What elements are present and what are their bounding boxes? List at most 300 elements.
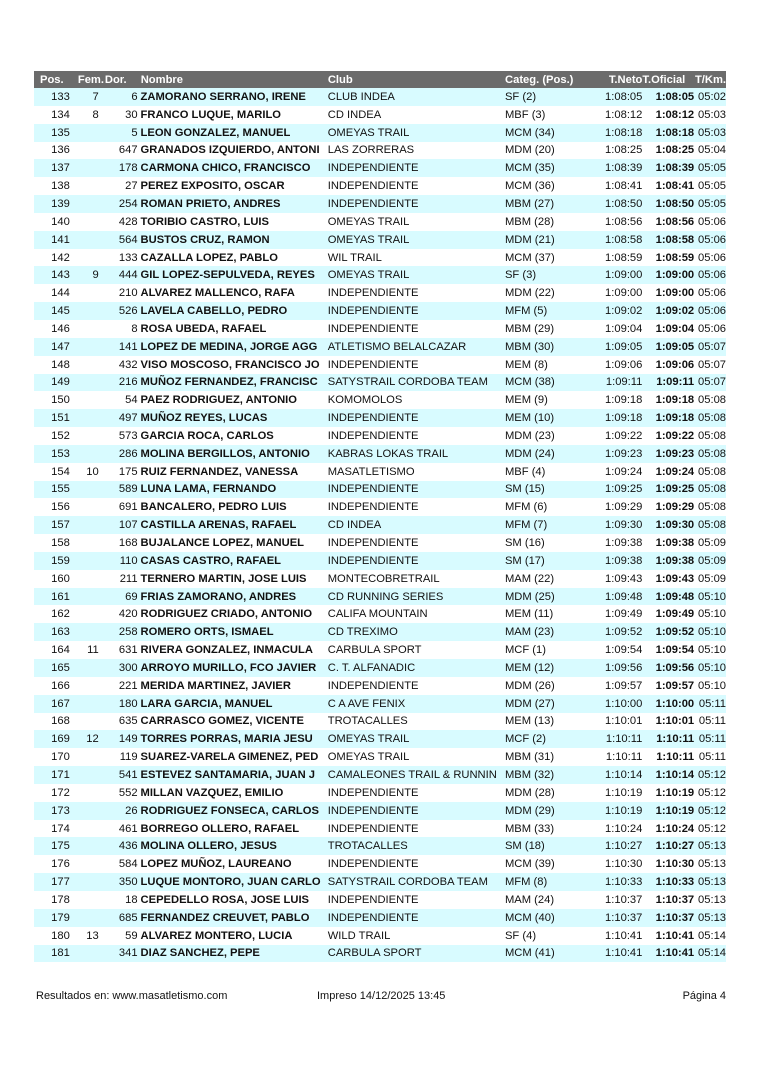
cell-neto: 1:08:59 xyxy=(605,251,643,264)
cell-dor: 119 xyxy=(119,751,138,764)
table-row xyxy=(34,909,726,927)
cell-oficial: 1:08:05 xyxy=(655,90,695,103)
cell-club: CD INDEA xyxy=(327,108,382,121)
results-table xyxy=(34,71,726,962)
table-row xyxy=(34,266,726,284)
cell-dor: 168 xyxy=(118,537,138,550)
cell-name: TORRES PORRAS, MARIA JESU xyxy=(140,733,313,746)
cell-dor: 589 xyxy=(118,483,138,496)
cell-pace: 05:06 xyxy=(698,251,727,264)
col-name-header: Nombre xyxy=(140,73,183,86)
cell-club: CAMALEONES TRAIL & RUNNIN xyxy=(327,768,497,781)
cell-oficial: 1:09:54 xyxy=(655,644,695,657)
table-row xyxy=(34,320,726,338)
cell-oficial: 1:09:49 xyxy=(655,608,695,621)
cell-club: CLUB INDEA xyxy=(327,90,395,103)
cell-name: ROSA UBEDA, RAFAEL xyxy=(140,322,267,335)
cell-pos: 144 xyxy=(51,287,70,300)
cell-club: CD RUNNING SERIES xyxy=(327,590,444,603)
cell-pos: 167 xyxy=(51,697,70,710)
cell-neto: 1:09:00 xyxy=(605,269,643,282)
cell-category: MBM (28) xyxy=(504,215,555,228)
cell-pace: 05:05 xyxy=(698,162,727,175)
cell-oficial: 1:09:38 xyxy=(655,554,695,567)
table-row xyxy=(34,106,726,124)
cell-category: SF (3) xyxy=(504,269,537,282)
cell-oficial: 1:09:24 xyxy=(655,465,695,478)
cell-club: WILD TRAIL xyxy=(327,929,391,942)
cell-dor: 54 xyxy=(125,394,138,407)
cell-club: INDEPENDIENTE xyxy=(327,287,419,300)
cell-category: MBM (27) xyxy=(504,197,555,210)
cell-oficial: 1:09:48 xyxy=(655,590,695,603)
cell-neto: 1:09:18 xyxy=(605,412,643,425)
cell-club: WIL TRAIL xyxy=(327,251,382,264)
cell-category: MCF (2) xyxy=(504,733,546,746)
cell-neto: 1:09:02 xyxy=(605,305,643,318)
cell-pos: 181 xyxy=(51,947,70,960)
cell-club: MONTECOBRETRAIL xyxy=(327,572,440,585)
footer-page-number: Página 4 xyxy=(682,990,726,1002)
cell-oficial: 1:10:41 xyxy=(655,929,695,942)
cell-pace: 05:04 xyxy=(698,144,727,157)
cell-pos: 173 xyxy=(51,804,70,817)
cell-name: CEPEDELLO ROSA, JOSE LUIS xyxy=(140,893,310,906)
cell-dor: 69 xyxy=(125,590,138,603)
cell-oficial: 1:10:37 xyxy=(655,911,695,924)
cell-dor: 27 xyxy=(125,180,138,193)
table-row xyxy=(34,374,726,392)
cell-club: KABRAS LOKAS TRAIL xyxy=(327,447,449,460)
cell-neto: 1:09:43 xyxy=(605,572,643,585)
cell-pos: 158 xyxy=(51,537,70,550)
table-body xyxy=(34,88,726,962)
cell-oficial: 1:08:39 xyxy=(655,162,695,175)
cell-neto: 1:10:00 xyxy=(605,697,643,710)
cell-oficial: 1:08:59 xyxy=(655,251,695,264)
cell-dor: 133 xyxy=(118,251,138,264)
cell-neto: 1:09:54 xyxy=(605,644,643,657)
cell-category: MBM (32) xyxy=(504,768,555,781)
cell-club: INDEPENDIENTE xyxy=(327,911,419,924)
footer-results-link: Resultados en: www.masatletismo.com xyxy=(36,990,228,1002)
cell-category: MEM (9) xyxy=(504,394,548,407)
cell-name: FRIAS ZAMORANO, ANDRES xyxy=(140,590,297,603)
cell-dor: 461 xyxy=(118,822,138,835)
cell-pace: 05:06 xyxy=(698,305,727,318)
cell-pace: 05:06 xyxy=(698,215,727,228)
cell-dor: 107 xyxy=(118,519,138,532)
cell-neto: 1:09:00 xyxy=(605,287,643,300)
cell-oficial: 1:09:43 xyxy=(655,572,695,585)
cell-name: ALVAREZ MONTERO, LUCIA xyxy=(140,929,293,942)
cell-category: MDM (20) xyxy=(504,144,555,157)
cell-pos: 170 xyxy=(51,751,70,764)
cell-neto: 1:08:56 xyxy=(605,215,643,228)
cell-dor: 526 xyxy=(118,305,138,318)
cell-oficial: 1:08:50 xyxy=(655,197,695,210)
cell-club: INDEPENDIENTE xyxy=(327,786,419,799)
table-row xyxy=(34,463,726,481)
cell-pos: 133 xyxy=(51,90,70,103)
cell-dor: 211 xyxy=(119,572,138,585)
cell-pace: 05:12 xyxy=(698,804,727,817)
col-oficial-header: T.Oficial xyxy=(642,73,686,86)
cell-pos: 136 xyxy=(51,144,70,157)
cell-name: MERIDA MARTINEZ, JAVIER xyxy=(140,679,291,692)
cell-pace: 05:09 xyxy=(698,554,727,567)
cell-category: MCM (35) xyxy=(504,162,555,175)
cell-dor: 444 xyxy=(118,269,138,282)
cell-oficial: 1:09:02 xyxy=(655,305,695,318)
cell-dor: 175 xyxy=(118,465,138,478)
cell-pace: 05:12 xyxy=(698,768,727,781)
cell-dor: 178 xyxy=(118,162,138,175)
cell-oficial: 1:10:11 xyxy=(656,733,695,746)
cell-pos: 180 xyxy=(51,929,70,942)
table-row xyxy=(34,356,726,374)
cell-name: PEREZ EXPOSITO, OSCAR xyxy=(140,180,285,193)
cell-pace: 05:08 xyxy=(698,483,727,496)
cell-oficial: 1:09:06 xyxy=(655,358,695,371)
table-row xyxy=(34,641,726,659)
table-row xyxy=(34,730,726,748)
cell-pos: 166 xyxy=(51,679,70,692)
cell-pace: 05:10 xyxy=(698,626,727,639)
cell-pace: 05:13 xyxy=(698,858,727,871)
cell-neto: 1:09:38 xyxy=(605,554,643,567)
cell-dor: 210 xyxy=(118,287,138,300)
cell-club: TROTACALLES xyxy=(327,840,408,853)
cell-neto: 1:10:11 xyxy=(605,733,643,746)
cell-oficial: 1:10:30 xyxy=(655,858,695,871)
cell-oficial: 1:10:41 xyxy=(655,947,695,960)
cell-category: SF (4) xyxy=(504,929,537,942)
cell-oficial: 1:09:23 xyxy=(655,447,695,460)
cell-neto: 1:09:22 xyxy=(605,429,643,442)
cell-pace: 05:10 xyxy=(698,608,727,621)
cell-pos: 156 xyxy=(51,501,70,514)
table-row xyxy=(34,427,726,445)
cell-pace: 05:06 xyxy=(698,269,727,282)
cell-category: SM (16) xyxy=(504,537,545,550)
cell-name: MOLINA OLLERO, JESUS xyxy=(140,840,277,853)
cell-pace: 05:08 xyxy=(698,412,727,425)
cell-dor: 631 xyxy=(118,644,138,657)
cell-oficial: 1:10:19 xyxy=(655,804,695,817)
cell-neto: 1:09:49 xyxy=(605,608,643,621)
cell-neto: 1:10:33 xyxy=(605,876,643,889)
table-row xyxy=(34,159,726,177)
cell-dor: 552 xyxy=(118,786,138,799)
cell-pace: 05:09 xyxy=(698,572,727,585)
cell-oficial: 1:08:12 xyxy=(655,108,695,121)
cell-club: OMEYAS TRAIL xyxy=(327,126,410,139)
cell-name: ALVAREZ MALLENCO, RAFA xyxy=(140,287,295,300)
cell-category: MBM (31) xyxy=(504,751,555,764)
cell-pace: 05:07 xyxy=(698,376,727,389)
cell-dor: 26 xyxy=(125,804,138,817)
cell-club: CALIFA MOUNTAIN xyxy=(327,608,428,621)
table-row xyxy=(34,498,726,516)
cell-pace: 05:13 xyxy=(698,840,727,853)
cell-fem: 9 xyxy=(92,269,99,282)
cell-pace: 05:10 xyxy=(698,644,727,657)
cell-club: MASATLETISMO xyxy=(327,465,415,478)
cell-pos: 149 xyxy=(51,376,70,389)
cell-name: CASAS CASTRO, RAFAEL xyxy=(140,554,282,567)
cell-oficial: 1:10:24 xyxy=(655,822,695,835)
cell-category: MDM (23) xyxy=(504,429,555,442)
cell-name: TERNERO MARTIN, JOSE LUIS xyxy=(140,572,307,585)
cell-name: DIAZ SANCHEZ, PEPE xyxy=(140,947,260,960)
cell-name: RUIZ FERNANDEZ, VANESSA xyxy=(140,465,299,478)
cell-neto: 1:08:58 xyxy=(605,233,643,246)
cell-name: MUÑOZ REYES, LUCAS xyxy=(140,412,268,425)
cell-name: CAZALLA LOPEZ, PABLO xyxy=(140,251,278,264)
cell-fem: 13 xyxy=(86,929,99,942)
cell-name: CARRASCO GOMEZ, VICENTE xyxy=(140,715,305,728)
cell-name: TORIBIO CASTRO, LUIS xyxy=(140,215,270,228)
cell-oficial: 1:09:18 xyxy=(655,394,695,407)
cell-neto: 1:10:24 xyxy=(605,822,643,835)
cell-club: INDEPENDIENTE xyxy=(327,305,419,318)
table-row xyxy=(34,677,726,695)
table-row xyxy=(34,391,726,409)
cell-name: PAEZ RODRIGUEZ, ANTONIO xyxy=(140,394,297,407)
cell-dor: 5 xyxy=(131,126,138,139)
cell-name: MOLINA BERGILLOS, ANTONIO xyxy=(140,447,310,460)
cell-category: MBF (3) xyxy=(504,108,546,121)
col-tkm-header: T/Km. xyxy=(694,73,727,86)
cell-category: MCM (39) xyxy=(504,858,555,871)
cell-neto: 1:09:24 xyxy=(605,465,643,478)
table-row xyxy=(34,481,726,499)
cell-oficial: 1:10:00 xyxy=(655,697,695,710)
cell-dor: 573 xyxy=(118,429,138,442)
cell-pace: 05:09 xyxy=(698,537,727,550)
cell-pace: 05:10 xyxy=(698,679,727,692)
cell-category: MCM (40) xyxy=(504,911,555,924)
cell-club: CARBULA SPORT xyxy=(327,644,422,657)
cell-pos: 138 xyxy=(51,180,70,193)
cell-club: INDEPENDIENTE xyxy=(327,537,419,550)
cell-name: LEON GONZALEZ, MANUEL xyxy=(140,126,291,139)
cell-pace: 05:08 xyxy=(698,519,727,532)
cell-club: INDEPENDIENTE xyxy=(327,162,419,175)
cell-dor: 141 xyxy=(118,340,138,353)
cell-club: OMEYAS TRAIL xyxy=(327,733,410,746)
cell-pos: 175 xyxy=(51,840,70,853)
cell-category: MEM (10) xyxy=(504,412,555,425)
cell-neto: 1:08:50 xyxy=(605,197,643,210)
cell-dor: 258 xyxy=(118,626,138,639)
col-cat-header: Categ. (Pos.) xyxy=(505,73,574,86)
cell-name: LAVELA CABELLO, PEDRO xyxy=(140,305,288,318)
cell-pos: 140 xyxy=(51,215,70,228)
cell-dor: 59 xyxy=(125,929,138,942)
cell-category: MCM (36) xyxy=(504,180,555,193)
cell-oficial: 1:10:14 xyxy=(655,768,695,781)
cell-neto: 1:10:30 xyxy=(605,858,643,871)
cell-pace: 05:11 xyxy=(698,733,727,746)
cell-oficial: 1:10:11 xyxy=(656,751,695,764)
cell-name: MILLAN VAZQUEZ, EMILIO xyxy=(140,786,284,799)
table-row xyxy=(34,570,726,588)
table-row xyxy=(34,659,726,677)
cell-club: TROTACALLES xyxy=(327,715,408,728)
cell-club: CARBULA SPORT xyxy=(327,947,422,960)
cell-category: MCM (34) xyxy=(504,126,555,139)
cell-oficial: 1:09:56 xyxy=(655,661,695,674)
cell-club: SATYSTRAIL CORDOBA TEAM xyxy=(327,876,488,889)
cell-club: INDEPENDIENTE xyxy=(327,554,419,567)
cell-pace: 05:12 xyxy=(698,822,727,835)
cell-name: ESTEVEZ SANTAMARIA, JUAN J xyxy=(140,768,316,781)
table-row xyxy=(34,623,726,641)
cell-pos: 159 xyxy=(51,554,70,567)
cell-fem: 11 xyxy=(87,644,99,657)
cell-oficial: 1:09:00 xyxy=(655,287,695,300)
cell-pos: 172 xyxy=(51,786,70,799)
cell-pace: 05:10 xyxy=(698,590,727,603)
cell-club: INDEPENDIENTE xyxy=(327,893,419,906)
cell-oficial: 1:09:52 xyxy=(655,626,695,639)
cell-pos: 146 xyxy=(51,322,70,335)
cell-name: BUSTOS CRUZ, RAMON xyxy=(140,233,270,246)
cell-oficial: 1:10:19 xyxy=(655,786,695,799)
cell-pos: 139 xyxy=(51,197,70,210)
cell-pos: 161 xyxy=(51,590,70,603)
cell-dor: 254 xyxy=(118,197,138,210)
cell-oficial: 1:08:18 xyxy=(655,126,695,139)
table-row xyxy=(34,552,726,570)
cell-club: C A AVE FENIX xyxy=(327,697,406,710)
cell-pos: 179 xyxy=(51,911,70,924)
cell-category: MDM (28) xyxy=(504,786,555,799)
cell-club: INDEPENDIENTE xyxy=(327,429,419,442)
table-row xyxy=(34,142,726,160)
cell-name: CARMONA CHICO, FRANCISCO xyxy=(140,162,311,175)
cell-neto: 1:09:48 xyxy=(605,590,643,603)
cell-name: GIL LOPEZ-SEPULVEDA, REYES xyxy=(140,269,315,282)
cell-pace: 05:11 xyxy=(698,751,727,764)
cell-pos: 165 xyxy=(51,661,70,674)
cell-dor: 436 xyxy=(118,840,138,853)
cell-club: INDEPENDIENTE xyxy=(327,412,419,425)
cell-category: MAM (24) xyxy=(504,893,555,906)
cell-dor: 6 xyxy=(131,90,138,103)
table-row xyxy=(34,766,726,784)
cell-pos: 147 xyxy=(51,340,70,353)
cell-category: MCF (1) xyxy=(504,644,546,657)
cell-name: BANCALERO, PEDRO LUIS xyxy=(140,501,287,514)
cell-club: OMEYAS TRAIL xyxy=(327,233,410,246)
cell-neto: 1:09:57 xyxy=(605,679,643,692)
cell-dor: 350 xyxy=(118,876,138,889)
cell-dor: 420 xyxy=(118,608,138,621)
cell-pos: 176 xyxy=(51,858,70,871)
cell-dor: 341 xyxy=(118,947,138,960)
cell-category: MFM (6) xyxy=(504,501,548,514)
table-row xyxy=(34,88,726,106)
cell-club: INDEPENDIENTE xyxy=(327,679,419,692)
cell-name: SUAREZ-VARELA GIMENEZ, PED xyxy=(140,751,319,764)
cell-category: MAM (23) xyxy=(504,626,555,639)
cell-dor: 30 xyxy=(125,108,138,121)
cell-fem: 10 xyxy=(86,465,99,478)
cell-pos: 141 xyxy=(51,233,70,246)
cell-dor: 216 xyxy=(118,376,138,389)
cell-category: MEM (11) xyxy=(504,608,554,621)
cell-pace: 05:11 xyxy=(698,715,727,728)
cell-pos: 137 xyxy=(51,162,70,175)
cell-category: MDM (21) xyxy=(504,233,555,246)
cell-pos: 174 xyxy=(51,822,70,835)
cell-pace: 05:08 xyxy=(698,447,727,460)
table-row xyxy=(34,588,726,606)
cell-category: MDM (25) xyxy=(504,590,555,603)
cell-dor: 110 xyxy=(119,554,138,567)
cell-neto: 1:10:01 xyxy=(605,715,643,728)
cell-pos: 168 xyxy=(51,715,70,728)
cell-pace: 05:08 xyxy=(698,465,727,478)
cell-category: MCM (37) xyxy=(504,251,555,264)
cell-category: MFM (8) xyxy=(504,876,548,889)
cell-dor: 647 xyxy=(118,144,138,157)
table-row xyxy=(34,177,726,195)
cell-pos: 151 xyxy=(51,412,70,425)
cell-category: SM (17) xyxy=(504,554,545,567)
cell-oficial: 1:08:25 xyxy=(655,144,695,157)
table-row xyxy=(34,445,726,463)
table-row xyxy=(34,837,726,855)
cell-neto: 1:10:41 xyxy=(605,947,643,960)
table-row xyxy=(34,713,726,731)
col-neto-header: T.Neto xyxy=(608,73,643,86)
cell-category: MEM (13) xyxy=(504,715,555,728)
cell-neto: 1:08:05 xyxy=(605,90,643,103)
cell-oficial: 1:09:11 xyxy=(656,376,695,389)
cell-pace: 05:13 xyxy=(698,876,727,889)
cell-club: INDEPENDIENTE xyxy=(327,180,419,193)
cell-pace: 05:06 xyxy=(698,322,727,335)
cell-pace: 05:06 xyxy=(698,287,727,300)
table-row xyxy=(34,695,726,713)
cell-oficial: 1:09:38 xyxy=(655,537,695,550)
cell-pace: 05:05 xyxy=(698,197,727,210)
table-row xyxy=(34,873,726,891)
cell-dor: 432 xyxy=(118,358,138,371)
cell-pos: 164 xyxy=(51,644,70,657)
cell-pace: 05:08 xyxy=(698,429,727,442)
cell-neto: 1:09:23 xyxy=(605,447,643,460)
cell-name: RODRIGUEZ CRIADO, ANTONIO xyxy=(140,608,313,621)
cell-pos: 178 xyxy=(51,893,70,906)
footer-printed-date: Impreso 14/12/2025 13:45 xyxy=(317,990,446,1002)
cell-oficial: 1:10:01 xyxy=(655,715,695,728)
cell-name: FRANCO LUQUE, MARILO xyxy=(140,108,282,121)
cell-neto: 1:09:04 xyxy=(605,322,643,335)
cell-club: INDEPENDIENTE xyxy=(327,483,419,496)
cell-neto: 1:08:12 xyxy=(605,108,643,121)
cell-neto: 1:09:06 xyxy=(605,358,643,371)
cell-club: INDEPENDIENTE xyxy=(327,858,419,871)
cell-category: MBF (4) xyxy=(504,465,546,478)
cell-category: MEM (8) xyxy=(504,358,548,371)
cell-club: C. T. ALFANADIC xyxy=(327,661,416,674)
cell-name: GRANADOS IZQUIERDO, ANTONI xyxy=(140,144,320,157)
